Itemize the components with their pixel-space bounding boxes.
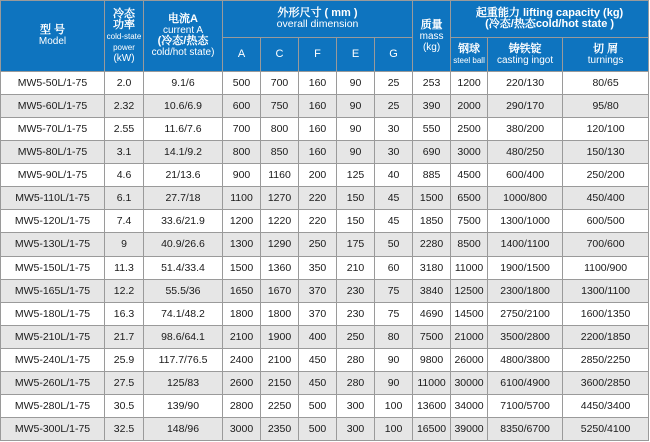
table-cell: 450/400 xyxy=(563,187,649,210)
table-cell: MW5-210L/1-75 xyxy=(1,325,105,348)
table-cell: 90 xyxy=(375,348,413,371)
table-cell: 480/250 xyxy=(488,141,563,164)
table-cell: 11.3 xyxy=(105,256,144,279)
table-cell: 11000 xyxy=(451,256,488,279)
table-cell: 21.7 xyxy=(105,325,144,348)
table-row xyxy=(1,348,649,371)
table-row xyxy=(1,417,649,440)
casting-ingot-header: 铸铁锭 casting ingot xyxy=(488,38,563,72)
table-cell: 300 xyxy=(337,417,375,440)
table-row xyxy=(1,72,649,95)
table-cell: 21000 xyxy=(451,325,488,348)
table-cell: 220 xyxy=(299,187,337,210)
table-cell: MW5-300L/1-75 xyxy=(1,417,105,440)
table-cell: 2.0 xyxy=(105,72,144,95)
turnings-header: 切 屑 turnings xyxy=(563,38,649,72)
table-cell: 1900 xyxy=(261,325,299,348)
mass-header: 质量 mass (kg) xyxy=(413,1,451,72)
dim-col-a: A xyxy=(223,38,261,72)
table-cell: 90 xyxy=(337,95,375,118)
table-cell: 3600/2850 xyxy=(563,371,649,394)
table-row xyxy=(1,302,649,325)
table-cell: 200 xyxy=(299,164,337,187)
table-cell: 175 xyxy=(337,233,375,256)
table-cell: 9 xyxy=(105,233,144,256)
table-cell: 74.1/48.2 xyxy=(144,302,223,325)
table-cell: 1500 xyxy=(223,256,261,279)
table-cell: 16500 xyxy=(413,417,451,440)
table-row xyxy=(1,118,649,141)
table-cell: 350 xyxy=(299,256,337,279)
table-cell: 2200/1850 xyxy=(563,325,649,348)
table-cell: 1300/1100 xyxy=(563,279,649,302)
table-row xyxy=(1,325,649,348)
table-cell: MW5-280L/1-75 xyxy=(1,394,105,417)
dim-col-c: C xyxy=(261,38,299,72)
table-row xyxy=(1,141,649,164)
table-cell: 51.4/33.4 xyxy=(144,256,223,279)
dim-col-g: G xyxy=(375,38,413,72)
table-cell: 1100 xyxy=(223,187,261,210)
table-cell: 33.6/21.9 xyxy=(144,210,223,233)
table-cell: 500 xyxy=(299,394,337,417)
table-cell: 16.3 xyxy=(105,302,144,325)
table-cell: 6100/4900 xyxy=(488,371,563,394)
table-cell: 850 xyxy=(261,141,299,164)
table-cell: 148/96 xyxy=(144,417,223,440)
current-header: 电流A current A (冷态/热态 cold/hot state) xyxy=(144,1,223,72)
table-cell: MW5-70L/1-75 xyxy=(1,118,105,141)
table-cell: 75 xyxy=(375,279,413,302)
table-cell: 550 xyxy=(413,118,451,141)
table-cell: 30 xyxy=(375,141,413,164)
table-cell: 40 xyxy=(375,164,413,187)
table-cell: MW5-130L/1-75 xyxy=(1,233,105,256)
table-cell: 280 xyxy=(337,348,375,371)
table-cell: 34000 xyxy=(451,394,488,417)
table-cell: 1270 xyxy=(261,187,299,210)
table-cell: 450 xyxy=(299,371,337,394)
table-cell: 4800/3800 xyxy=(488,348,563,371)
table-cell: 2.55 xyxy=(105,118,144,141)
table-cell: 2850/2250 xyxy=(563,348,649,371)
table-cell: 3000 xyxy=(451,141,488,164)
table-cell: 2280 xyxy=(413,233,451,256)
table-body xyxy=(1,72,649,441)
table-cell: 230 xyxy=(337,302,375,325)
table-cell: 600 xyxy=(223,95,261,118)
table-cell: 1400/1100 xyxy=(488,233,563,256)
table-cell: 160 xyxy=(299,95,337,118)
table-cell: 2150 xyxy=(261,371,299,394)
table-cell: 2500 xyxy=(451,118,488,141)
table-cell: 4.6 xyxy=(105,164,144,187)
table-cell: 150/130 xyxy=(563,141,649,164)
table-cell: 800 xyxy=(261,118,299,141)
table-cell: 7500 xyxy=(451,210,488,233)
table-cell: 90 xyxy=(337,118,375,141)
table-cell: MW5-110L/1-75 xyxy=(1,187,105,210)
table-cell: 1000/800 xyxy=(488,187,563,210)
table-cell: 75 xyxy=(375,302,413,325)
table-row xyxy=(1,394,649,417)
table-cell: 300 xyxy=(337,394,375,417)
table-cell: 7.4 xyxy=(105,210,144,233)
table-cell: 14500 xyxy=(451,302,488,325)
table-cell: 60 xyxy=(375,256,413,279)
table-cell: MW5-180L/1-75 xyxy=(1,302,105,325)
table-cell: 750 xyxy=(261,95,299,118)
table-cell: 600/500 xyxy=(563,210,649,233)
table-cell: 8500 xyxy=(451,233,488,256)
table-cell: 9800 xyxy=(413,348,451,371)
table-cell: 117.7/76.5 xyxy=(144,348,223,371)
table-cell: 125/83 xyxy=(144,371,223,394)
table-cell: 25 xyxy=(375,95,413,118)
table-cell: 2350 xyxy=(261,417,299,440)
table-cell: 500 xyxy=(299,417,337,440)
table-row xyxy=(1,279,649,302)
table-cell: 2000 xyxy=(451,95,488,118)
table-cell: MW5-60L/1-75 xyxy=(1,95,105,118)
table-cell: 600/400 xyxy=(488,164,563,187)
table-cell: 210 xyxy=(337,256,375,279)
table-row xyxy=(1,164,649,187)
table-cell: 95/80 xyxy=(563,95,649,118)
table-cell: 1800 xyxy=(223,302,261,325)
table-cell: 370 xyxy=(299,302,337,325)
table-cell: 3180 xyxy=(413,256,451,279)
table-cell: 3.1 xyxy=(105,141,144,164)
table-cell: 125 xyxy=(337,164,375,187)
dim-col-f: F xyxy=(299,38,337,72)
table-cell: 1670 xyxy=(261,279,299,302)
dim-col-e: E xyxy=(337,38,375,72)
table-cell: 370 xyxy=(299,279,337,302)
table-cell: 120/100 xyxy=(563,118,649,141)
table-cell: 5250/4100 xyxy=(563,417,649,440)
table-cell: 250 xyxy=(337,325,375,348)
table-cell: 2250 xyxy=(261,394,299,417)
model-header: 型 号 Model xyxy=(1,1,105,72)
table-cell: 2300/1800 xyxy=(488,279,563,302)
table-cell: 390 xyxy=(413,95,451,118)
table-cell: 98.6/64.1 xyxy=(144,325,223,348)
table-cell: 80 xyxy=(375,325,413,348)
table-cell: 2800 xyxy=(223,394,261,417)
table-cell: 100 xyxy=(375,394,413,417)
table-cell: 21/13.6 xyxy=(144,164,223,187)
table-cell: 90 xyxy=(375,371,413,394)
table-cell: 100 xyxy=(375,417,413,440)
table-cell: 40.9/26.6 xyxy=(144,233,223,256)
table-cell: 220/130 xyxy=(488,72,563,95)
table-cell: 7100/5700 xyxy=(488,394,563,417)
table-cell: 139/90 xyxy=(144,394,223,417)
table-cell: 1900/1500 xyxy=(488,256,563,279)
table-cell: 250 xyxy=(299,233,337,256)
table-cell: 11.6/7.6 xyxy=(144,118,223,141)
table-cell: 90 xyxy=(337,72,375,95)
table-cell: 9.1/6 xyxy=(144,72,223,95)
table-cell: 450 xyxy=(299,348,337,371)
table-cell: 700 xyxy=(223,118,261,141)
table-cell: 12500 xyxy=(451,279,488,302)
table-cell: 280 xyxy=(337,371,375,394)
table-cell: 2100 xyxy=(261,348,299,371)
table-cell: 10.6/6.9 xyxy=(144,95,223,118)
table-cell: 32.5 xyxy=(105,417,144,440)
table-cell: 39000 xyxy=(451,417,488,440)
table-cell: 12.2 xyxy=(105,279,144,302)
table-cell: 1500 xyxy=(413,187,451,210)
table-cell: 900 xyxy=(223,164,261,187)
table-cell: 400 xyxy=(299,325,337,348)
table-cell: 1360 xyxy=(261,256,299,279)
table-cell: 160 xyxy=(299,118,337,141)
dimension-header: 外形尺寸 ( mm ) overall dimension xyxy=(223,1,413,38)
table-cell: 27.7/18 xyxy=(144,187,223,210)
table-cell: 1100/900 xyxy=(563,256,649,279)
table-cell: 3000 xyxy=(223,417,261,440)
table-cell: 160 xyxy=(299,141,337,164)
table-cell: 290/170 xyxy=(488,95,563,118)
table-cell: 253 xyxy=(413,72,451,95)
table-cell: 1200 xyxy=(451,72,488,95)
table-cell: 150 xyxy=(337,210,375,233)
table-cell: MW5-260L/1-75 xyxy=(1,371,105,394)
table-cell: 2600 xyxy=(223,371,261,394)
table-cell: 8350/6700 xyxy=(488,417,563,440)
table-cell: MW5-150L/1-75 xyxy=(1,256,105,279)
table-cell: 1800 xyxy=(261,302,299,325)
table-cell: 690 xyxy=(413,141,451,164)
table-cell: 25.9 xyxy=(105,348,144,371)
table-cell: 1220 xyxy=(261,210,299,233)
table-cell: 1160 xyxy=(261,164,299,187)
table-cell: 1300/1000 xyxy=(488,210,563,233)
lifting-capacity-header: 起重能力 lifting capacity (kg) (冷态/热态cold/hot state ) xyxy=(451,1,649,38)
table-cell: 30 xyxy=(375,118,413,141)
table-cell: 1850 xyxy=(413,210,451,233)
table-cell: 4450/3400 xyxy=(563,394,649,417)
table-cell: 250/200 xyxy=(563,164,649,187)
table-cell: 1650 xyxy=(223,279,261,302)
table-cell: 55.5/36 xyxy=(144,279,223,302)
table-cell: 2750/2100 xyxy=(488,302,563,325)
table-cell: 45 xyxy=(375,210,413,233)
table-cell: 4500 xyxy=(451,164,488,187)
table-cell: 45 xyxy=(375,187,413,210)
table-row xyxy=(1,95,649,118)
table-cell: MW5-240L/1-75 xyxy=(1,348,105,371)
table-cell: MW5-120L/1-75 xyxy=(1,210,105,233)
table-cell: 1290 xyxy=(261,233,299,256)
table-row xyxy=(1,210,649,233)
table-cell: 80/65 xyxy=(563,72,649,95)
table-cell: 3500/2800 xyxy=(488,325,563,348)
table-cell: 26000 xyxy=(451,348,488,371)
power-header: 冷态 功率 cold-state power (kW) xyxy=(105,1,144,72)
table-row xyxy=(1,256,649,279)
table-cell: 1200 xyxy=(223,210,261,233)
table-cell: 230 xyxy=(337,279,375,302)
table-cell: 3840 xyxy=(413,279,451,302)
table-cell: 25 xyxy=(375,72,413,95)
table-row xyxy=(1,233,649,256)
table-cell: MW5-80L/1-75 xyxy=(1,141,105,164)
table-cell: MW5-165L/1-75 xyxy=(1,279,105,302)
table-cell: 7500 xyxy=(413,325,451,348)
table-cell: 150 xyxy=(337,187,375,210)
table-row xyxy=(1,187,649,210)
table-cell: 500 xyxy=(223,72,261,95)
table-cell: 90 xyxy=(337,141,375,164)
table-cell: 2400 xyxy=(223,348,261,371)
table-cell: 800 xyxy=(223,141,261,164)
table-cell: 160 xyxy=(299,72,337,95)
table-cell: 1600/1350 xyxy=(563,302,649,325)
table-cell: 2.32 xyxy=(105,95,144,118)
table-cell: 700/600 xyxy=(563,233,649,256)
table-cell: MW5-50L/1-75 xyxy=(1,72,105,95)
table-cell: 2100 xyxy=(223,325,261,348)
table-row xyxy=(1,371,649,394)
table-cell: 885 xyxy=(413,164,451,187)
table-cell: 6.1 xyxy=(105,187,144,210)
table-cell: 220 xyxy=(299,210,337,233)
table-cell: 6500 xyxy=(451,187,488,210)
table-cell: MW5-90L/1-75 xyxy=(1,164,105,187)
table-cell: 700 xyxy=(261,72,299,95)
table-cell: 13600 xyxy=(413,394,451,417)
table-cell: 14.1/9.2 xyxy=(144,141,223,164)
table-cell: 30000 xyxy=(451,371,488,394)
table-cell: 4690 xyxy=(413,302,451,325)
table-cell: 1300 xyxy=(223,233,261,256)
steel-ball-header: 钢球 steel ball xyxy=(451,38,488,72)
table-cell: 30.5 xyxy=(105,394,144,417)
table-cell: 50 xyxy=(375,233,413,256)
table-cell: 11000 xyxy=(413,371,451,394)
table-cell: 27.5 xyxy=(105,371,144,394)
table-cell: 380/200 xyxy=(488,118,563,141)
header-row-1 xyxy=(1,1,649,38)
